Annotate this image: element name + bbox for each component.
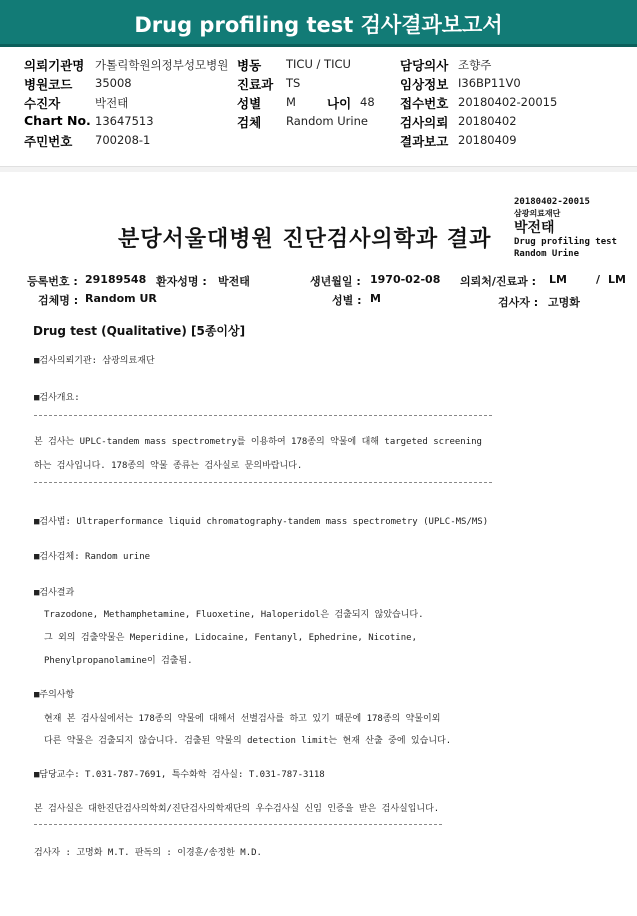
rrn-value: 700208-1 xyxy=(95,133,151,147)
result-line-2: 그 외의 검출약물은 Meperidine, Lidocaine, Fentanyl, Ephedrine, Nicotine, xyxy=(44,633,417,643)
dept-value: TS xyxy=(286,76,301,90)
clinical-info-value: I36BP11V0 xyxy=(458,76,521,90)
tester-label: 검사자 : xyxy=(498,296,539,309)
dept-label: 진료과 xyxy=(237,77,274,92)
institution-value: 가톨릭학원의정부성모병원 xyxy=(95,58,229,72)
ward-label: 병동 xyxy=(237,58,262,73)
specimen-line: ■검사검체: Random urine xyxy=(34,552,151,562)
certification-line: 본 검사실은 대한진단검사의학회/진단검사의학재단의 우수검사실 신임 인증을 받은 검사실입니다. xyxy=(34,804,440,814)
overview-line-1: 본 검사는 UPLC-tandem mass spectrometry를 이용하여 178종의 약물에 대해 targeted screening xyxy=(34,437,482,447)
examinee-label: 수진자 xyxy=(24,96,61,111)
method-line: ■검사법: Ultraperformance liquid chromatography-tandem mass spectrometry (UPLC-MS/MS) xyxy=(34,517,489,527)
result-heading: ■검사결과 xyxy=(34,588,75,598)
overview-heading: ■검사개요: xyxy=(34,393,80,403)
examinee-value: 박전태 xyxy=(95,96,129,110)
clinical-info-label: 임상정보 xyxy=(400,77,449,92)
report-date-label: 결과보고 xyxy=(400,134,449,149)
receipt-no-label: 접수번호 xyxy=(400,96,449,111)
stamp-patient-name: 박전태 xyxy=(514,220,555,236)
dashed-divider xyxy=(34,824,442,825)
requester-label: 의뢰처/진료과 : xyxy=(460,275,537,288)
request-label: 검사의뢰 xyxy=(400,115,449,130)
banner-title: Drug profiling test 검사결과보고서 xyxy=(134,13,503,37)
header-banner xyxy=(0,0,637,47)
reg-no-label: 등록번호 : xyxy=(27,275,78,288)
dashed-divider xyxy=(34,415,492,416)
specimen-name-value: Random UR xyxy=(85,292,157,305)
result-line-3: Phenylpropanolamine이 검출됨. xyxy=(44,656,193,666)
summary-header xyxy=(0,47,637,167)
chart-no-label: Chart No. xyxy=(24,113,91,128)
age-value: 48 xyxy=(360,95,375,109)
sex-label: 성별 xyxy=(237,96,262,111)
hospital-code-value: 35008 xyxy=(95,76,132,90)
contact-line: ■담당교수: T.031-787-7691, 특수화학 검사실: T.031-787-3118 xyxy=(34,770,325,780)
request-value: 20180402 xyxy=(458,114,517,128)
chart-no-value: 13647513 xyxy=(95,114,154,128)
tester-value: 고명화 xyxy=(548,296,580,309)
specimen-value: Random Urine xyxy=(286,114,368,128)
report-document xyxy=(0,172,637,916)
reg-no-value: 29189548 xyxy=(85,273,147,286)
caution-line-2: 다른 약물은 검출되지 않습니다. 검출된 약물의 detection limit는 현재 산출 중에 있습니다. xyxy=(44,736,452,746)
stamp-test-name: Drug profiling test xyxy=(514,237,617,247)
specimen-name-label: 검체명 : xyxy=(38,294,79,307)
rrn-label: 주민번호 xyxy=(24,134,73,149)
hospital-code-label: 병원코드 xyxy=(24,77,73,92)
receipt-no-value: 20180402-20015 xyxy=(458,95,558,109)
stamp-lab-name: 삼광의료재단 xyxy=(514,209,561,218)
report-sex-label: 성별 : xyxy=(332,294,362,307)
dashed-divider xyxy=(34,482,492,483)
doctor-label: 담당의사 xyxy=(400,58,449,73)
age-label: 나이 xyxy=(327,96,352,111)
result-line-1: Trazodone, Methamphetamine, Fluoxetine, Haloperidol은 검출되지 않았습니다. xyxy=(44,610,424,620)
requester-slash: / xyxy=(596,273,601,286)
requester-value: LM xyxy=(549,273,567,286)
sex-value: M xyxy=(286,95,296,109)
dob-value: 1970-02-08 xyxy=(370,273,441,286)
caution-line-1: 현재 본 검사실에서는 178종의 약물에 대해서 선별검사를 하고 있기 때문에 178종의 약물이외 xyxy=(44,714,441,724)
report-date-value: 20180409 xyxy=(458,133,517,147)
ward-value: TICU / TICU xyxy=(286,57,351,71)
section-title: Drug test (Qualitative) [5종이상] xyxy=(33,324,246,338)
institution-label: 의뢰기관명 xyxy=(24,58,85,73)
stamp-specimen: Random Urine xyxy=(514,249,580,259)
report-title: 분당서울대병원 진단검사의학과 결과 xyxy=(118,227,492,252)
signature-line: 검사자 : 고명화 M.T. 판독의 : 이경훈/송정한 M.D. xyxy=(34,848,262,858)
patient-name-label: 환자성명 : xyxy=(156,275,207,288)
dob-label: 생년월일 : xyxy=(310,275,361,288)
stamp-receipt-no: 20180402-20015 xyxy=(514,197,590,207)
specimen-label: 검체 xyxy=(237,115,262,130)
requester-dept: LM xyxy=(608,273,626,286)
patient-name-value: 박전태 xyxy=(218,275,250,288)
doctor-value: 조향주 xyxy=(458,58,492,72)
institution-line: ■검사의뢰기관: 삼광의료재단 xyxy=(34,356,155,366)
report-sex-value: M xyxy=(370,292,381,305)
overview-line-2: 하는 검사입니다. 178종의 약물 종류는 검사실로 문의바랍니다. xyxy=(34,461,303,471)
caution-heading: ■주의사항 xyxy=(34,690,75,700)
